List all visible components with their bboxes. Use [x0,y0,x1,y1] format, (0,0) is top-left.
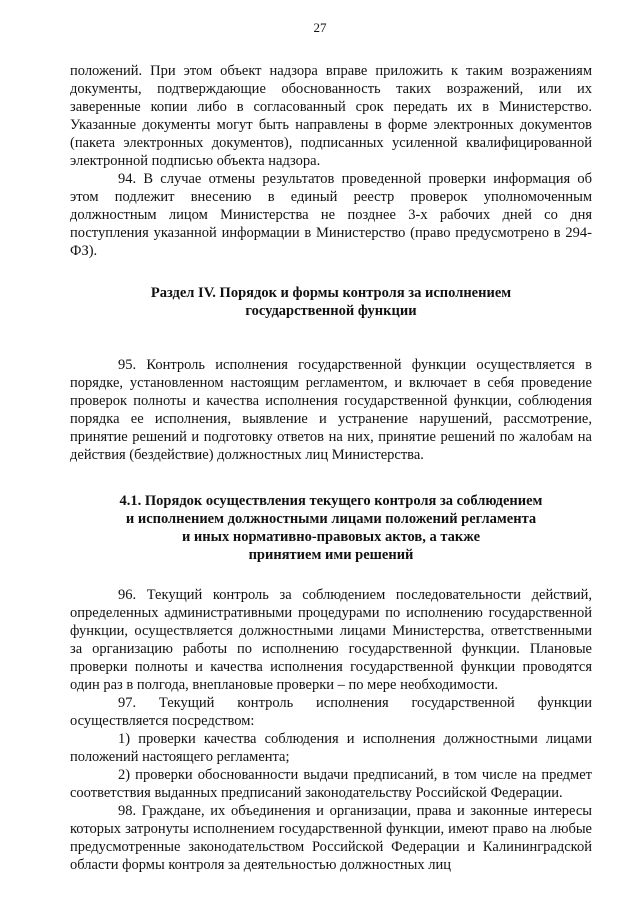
list-item-2: 2) проверки обоснованности выдачи предписаний, в том числе на предмет соответствия выданных предписаний законодательству Российской Федерации. [70,767,592,801]
spacer [70,564,592,586]
section-heading-line: государственной функции [245,303,417,319]
section-heading [70,284,592,320]
paragraph-98: 98. Граждане, их объединения и организации, права и законные интересы которых затронуты исполнением государственной функции, имеют право на любые предусмотренные законодательством Российской Федерации и Калининградской области формы контроля за деятельностью должностных лиц [70,803,592,873]
subsection-heading-line: и исполнением должностными лицами положений регламента [125,511,537,527]
paragraph-96: 96. Текущий контроль за соблюдением последовательности действий, определенных административными процедурами по исполнению государственной функции, осуществляется должностными лицами Министерства, ответственными за организацию работы по исполнению государственной функции. Плановые проверки полноты и качества исполнения государственной функции проводятся один раз в полгода, внеплановые проверки – по мере необходимости. [70,587,592,693]
paragraph-97: 97. Текущий контроль исполнения государственной функции осуществляется посредством: [70,695,592,729]
paragraph-95: 95. Контроль исполнения государственной функции осуществляется в порядке, установленном настоящим регламентом, и включает в себя проведение проверок полноты и качества исполнения государственной функции, соблюдения порядка ее исполнения, выявление и устранение нарушений, рассмотрение, принятие решений и подготовку ответов на них, принятие решений по жалобам на действия (бездействие) должностных лиц Министерства. [70,357,592,463]
spacer [70,320,592,356]
paragraph-continuation: положений. При этом объект надзора вправе приложить к таким возражениям документы, подтверждающие обоснованность таких возражений, или их заверенные копии либо в согласованный срок передать их в Министерство. Указанные документы могут быть направлены в форме электронных документов (пакета электронных документов), подписанных усиленной квалифицированной электронной подписью объекта надзора. [70,63,592,169]
page-content [70,62,592,874]
subsection-heading-line: и иных нормативно-правовых актов, а также [181,529,481,545]
paragraph-94: 94. В случае отмены результатов проведенной проверки информация об этом подлежит внесению в единый реестр проверок уполномоченным должностным лицом Министерства не позднее 3-х рабочих дней со дня поступления указанной информации в Министерство (право предусмотрено в 294- ФЗ). [70,171,592,259]
subsection-heading-line: принятием ими решений [248,547,414,563]
page-number: 27 [313,20,327,35]
subsection-heading-line: 4.1. Порядок осуществления текущего контроля за соблюдением [119,493,543,509]
section-heading-line: Раздел IV. Порядок и формы контроля за исполнением [150,285,512,301]
subsection-heading [70,492,592,564]
list-item-1: 1) проверки качества соблюдения и исполнения должностными лицами положений настоящего регламента; [70,731,592,765]
spacer [70,464,592,492]
spacer [70,260,592,284]
